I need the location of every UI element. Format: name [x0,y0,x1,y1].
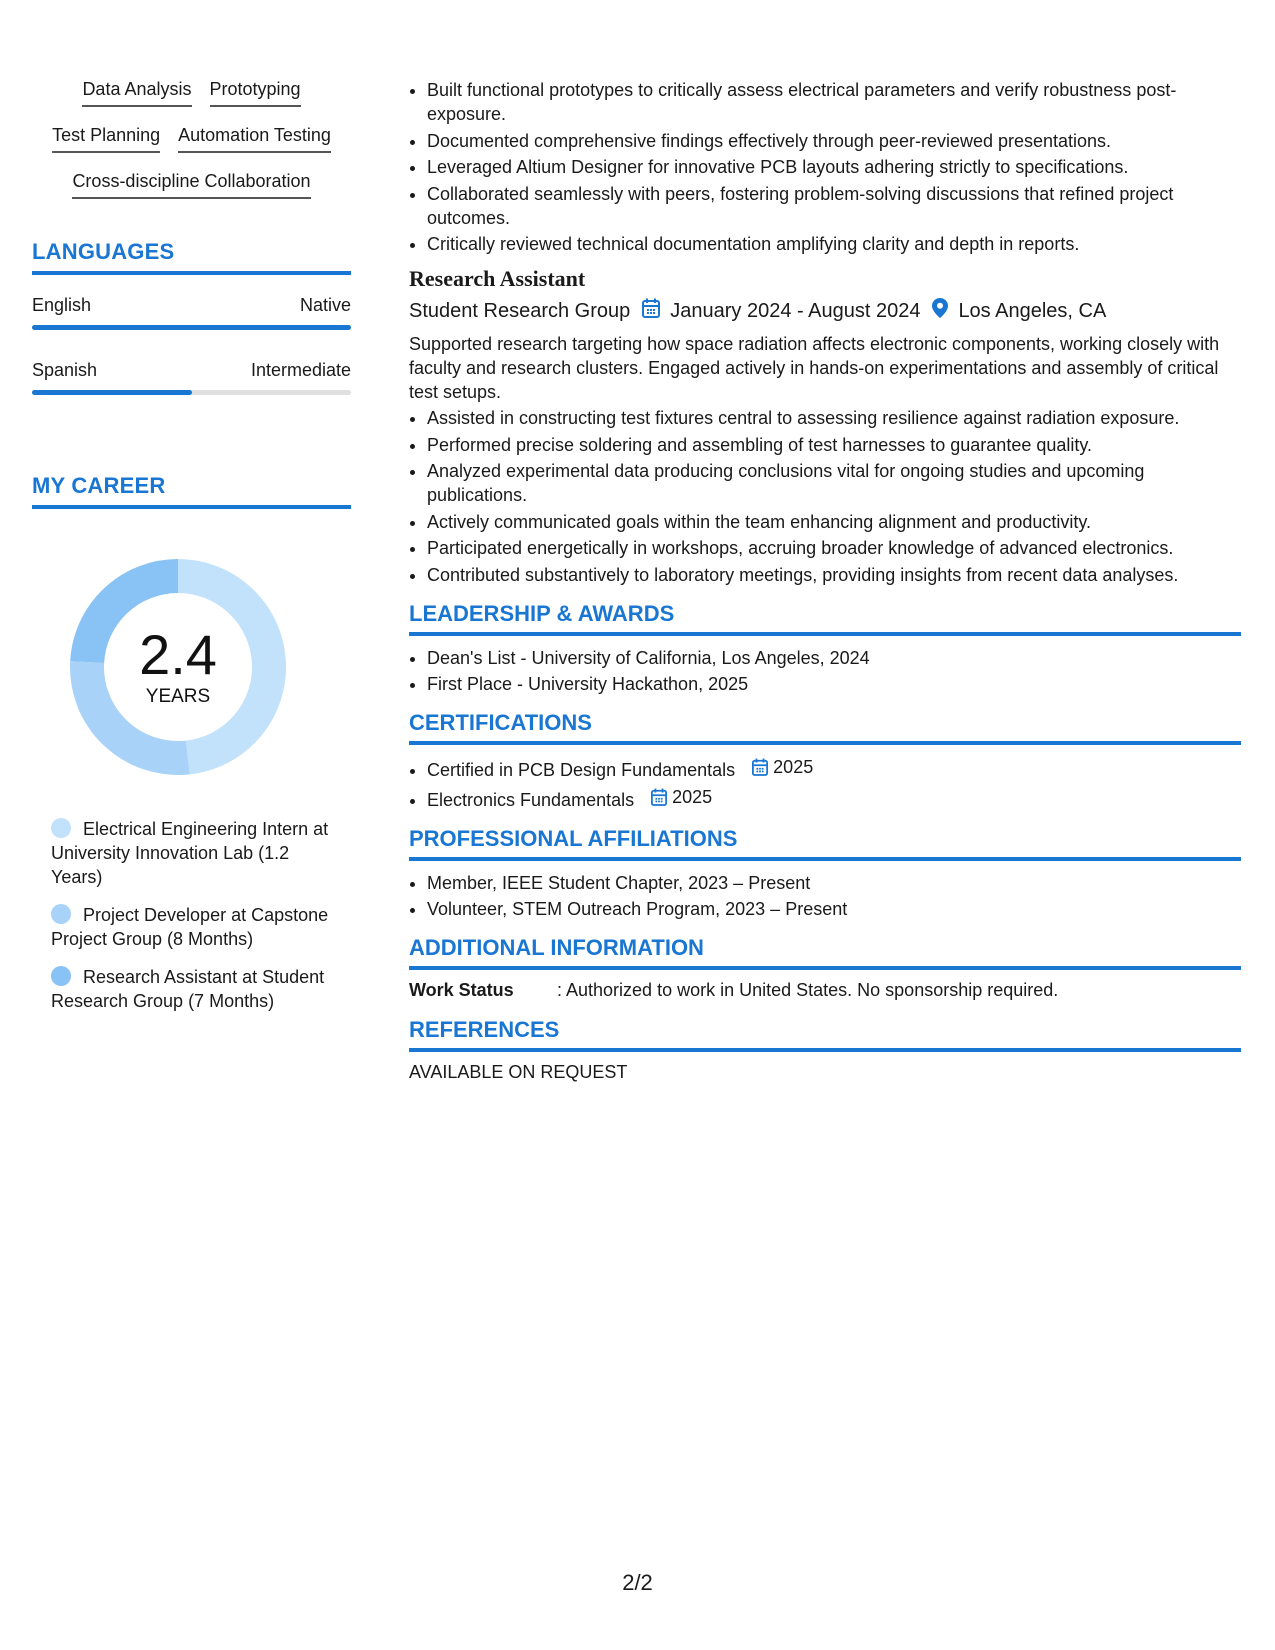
job-title: Research Assistant [409,266,586,291]
previous-job-bullets [409,78,1241,256]
list-item: • Collaborated seamlessly with peers, fostering problem-solving discussions that refined project outcomes. [427,182,1241,230]
location-pin-icon [932,298,948,324]
list-item: • Analyzed experimental data producing conclusions vital for ongoing studies and upcoming publications. [427,459,1241,507]
skill-tag: Prototyping [210,78,301,107]
skill-tag: Cross-discipline Collaboration [72,170,310,199]
job-company: Student Research Group [409,299,631,322]
certification-name: Electronics Fundamentals [427,789,635,810]
language-item [32,295,351,330]
legend-item [51,965,336,1013]
list-item [427,755,1241,782]
career-unit: YEARS [145,686,211,707]
page-number: 2/2 [622,1570,653,1595]
list-item [427,785,1241,812]
language-name: English [32,295,92,315]
language-item [32,360,351,395]
certifications-heading: CERTIFICATIONS [409,710,1241,745]
certification-year: 2025 [773,757,814,777]
career-donut-chart [62,551,294,783]
language-bar [32,325,351,330]
legend-dot [51,818,71,838]
legend-dot [51,904,71,924]
skills-row [32,124,351,153]
certification-date [651,785,712,809]
certification-year: 2025 [672,786,713,807]
career-section [32,473,351,1013]
legend-item [51,817,336,889]
job-meta [409,298,1241,324]
career-total: 2.4 [139,623,217,686]
job-location: Los Angeles, CA [958,299,1107,322]
calendar-icon [752,758,768,776]
job-description: Supported research targeting how space radiation affects electronic components, working closely with faculty and research clusters. Engaged actively in hands-on experimentations and assembly of critical test setups. [409,334,1220,402]
list-item: • Assisted in constructing test fixtures central to assessing resilience against radiation exposure. [427,406,1241,430]
skill-tag: Test Planning [52,124,160,153]
list-item: • Built functional prototypes to critically assess electrical parameters and verify robustness post-exposure. [427,78,1241,126]
legend-label: Project Developer at Capstone Project Group (8 Months) [51,905,329,949]
list-item: • Participated energetically in workshops, accruing broader knowledge of advanced electronics. [427,536,1241,560]
references-heading: REFERENCES [409,1017,1241,1052]
list-item: • Member, IEEE Student Chapter, 2023 – Present [427,871,1241,895]
list-item: • Volunteer, STEM Outreach Program, 2023 – Present [427,897,1241,921]
certification-name: Certified in PCB Design Fundamentals [427,760,736,780]
work-status-row [409,980,1241,1001]
certification-date [752,755,813,779]
legend-dot [51,966,71,986]
languages-section [32,239,351,395]
skill-tag: Data Analysis [82,78,191,107]
list-item: • Leveraged Altium Designer for innovative PCB layouts adhering strictly to specifications. [427,155,1241,179]
job-bullets [409,406,1241,587]
leadership-heading: LEADERSHIP & AWARDS [409,601,1241,636]
work-status-label: Work Status [409,980,514,1000]
legend-item [51,903,336,951]
list-item: • Documented comprehensive findings effectively through peer-reviewed presentations. [427,129,1241,153]
leadership-list [409,646,1241,697]
list-item: • Performed precise soldering and assembling of test harnesses to guarantee quality. [427,433,1241,457]
sidebar [32,78,351,1027]
job-dates: January 2024 - August 2024 [670,299,921,322]
list-item: • Critically reviewed technical documentation amplifying clarity and depth in reports. [427,232,1241,256]
additional-info-heading: ADDITIONAL INFORMATION [409,935,1241,970]
references-text: AVAILABLE ON REQUEST [409,1062,628,1082]
languages-heading: LANGUAGES [32,239,351,275]
skill-tag: Automation Testing [178,124,331,153]
skills-row [32,170,351,199]
calendar-icon [651,788,667,806]
affiliations-heading: PROFESSIONAL AFFILIATIONS [409,826,1241,861]
list-item: • Contributed substantively to laboratory meetings, providing insights from recent data analyses. [427,563,1241,587]
language-bar-fill [32,325,351,330]
work-status-value: : Authorized to work in United States. No sponsorship required. [557,980,1059,1000]
language-bar-fill [32,390,192,395]
affiliations-list [409,871,1241,922]
list-item: • Actively communicated goals within the team enhancing alignment and productivity. [427,510,1241,534]
career-legend [51,817,336,1013]
legend-label: Research Assistant at Student Research Group (7 Months) [51,967,325,1011]
list-item: • Dean's List - University of California, Los Angeles, 2024 [427,646,1241,670]
language-level: Native [299,295,351,315]
list-item: • First Place - University Hackathon, 2025 [427,672,1241,696]
skills-section [32,78,351,199]
legend-label: Electrical Engineering Intern at University Innovation Lab (1.2 Years) [51,819,329,887]
certifications-list [409,755,1241,812]
career-heading: MY CAREER [32,473,351,509]
language-name: Spanish [32,360,98,380]
donut-center [62,551,294,783]
skills-row [32,78,351,107]
language-level: Intermediate [250,360,351,380]
language-bar [32,390,351,395]
main-content [409,78,1241,1083]
calendar-icon [642,298,660,324]
